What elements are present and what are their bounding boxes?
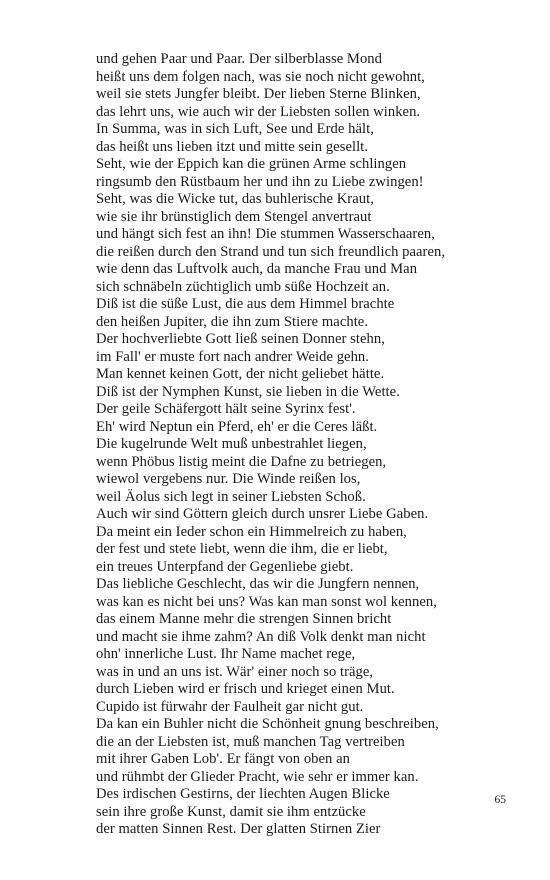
poem-line: wenn Phöbus listig meint die Dafne zu betriegen, [96,453,387,470]
poem-line: Auch wir sind Göttern gleich durch unsrer Liebe Gaben. [96,506,429,522]
poem-line: was in und an uns ist. Wär' einer noch so träge, [96,663,374,680]
poem-line: und gehen Paar und Paar. Der silberblasse Mond [96,51,383,67]
poem-line: Cupido ist fürwahr der Faulheit gar nicht gut. [96,698,364,715]
poem-line: Diß ist die süße Lust, die aus dem Himmel brachte [96,296,395,312]
poem-line: die an der Liebsten ist, muß manchen Tag vertreiben [96,733,405,750]
poem-line: den heißen Jupiter, die ihn zum Stiere machte. [96,313,369,330]
poem-line: das einem Manne mehr die strengen Sinnen bricht [96,611,392,627]
poem-line: mit ihrer Gaben Lob'. Er fängt von oben an [96,751,350,767]
poem-line: weil Äolus sich legt in seiner Liebsten Schoß. [96,488,366,505]
poem-line: durch Lieben wird er frisch und krieget einen Mut. [96,681,395,697]
poem-line: und hängt sich fest an ihn! Die stummen Wasserschaaren, [96,226,435,242]
poem-line: und rühmbt der Glieder Pracht, wie sehr er immer kan. [96,768,419,785]
poem-line: heißt uns dem folgen nach, was sie noch nicht gewohnt, [96,68,425,85]
poem-line: In Summa, was in sich Luft, See und Erde hält, [96,121,374,137]
poem-line: der matten Sinnen Rest. Der glatten Stirnen Zier [96,821,381,837]
poem-line: Das liebliche Geschlecht, das wir die Jungfern nennen, [96,576,420,592]
poem-line: ein treues Unterpfand der Gegenliebe giebt. [96,558,354,575]
poem-line: Der geile Schäfergott hält seine Syrinx fest'. [96,401,356,417]
poem-line: Eh' wird Neptun ein Pferd, eh' er die Ceres läßt. [96,418,378,435]
poem-line: was kan es nicht bei uns? Was kan man sonst wol kennen, [96,593,437,610]
poem-line: Die kugelrunde Welt muß unbestrahlet liegen, [96,436,367,452]
poem-line: im Fall' er muste fort nach andrer Weide gehn. [96,348,369,365]
poem-line: wie denn das Luftvolk auch, da manche Frau und Man [96,261,418,277]
poem-line: sein ihre große Kunst, damit sie ihm entzücke [96,803,366,820]
poem-line: ohn' innerliche Lust. Ihr Name machet rege, [96,646,356,662]
poem-line: das heißt uns lieben itzt und mitte sein gesellt. [96,138,368,155]
poem-line: sich schnäbeln züchtiglich umb süße Hochzeit an. [96,278,390,295]
page-number: 65 [494,794,506,806]
poem-line: Diß ist der Nymphen Kunst, sie lieben in die Wette. [96,383,400,400]
poem-line: Der hochverliebte Gott ließ seinen Donner stehn, [96,331,385,347]
poem-line: wie sie ihr brünstiglich dem Stengel anvertraut [96,208,372,225]
poem-line: Seht, was die Wicke tut, das buhlerische Kraut, [96,191,374,207]
poem-line: Seht, wie der Eppich kan die grünen Arme schlingen [96,156,407,172]
poem-line: Man kennet keinen Gott, der nicht geliebet hätte. [96,366,385,382]
poem-line: das lehrt uns, wie auch wir der Liebsten sollen winken. [96,103,421,120]
poem-line: die reißen durch den Strand und tun sich freundlich paaren, [96,243,446,260]
poem-line: ringsumb den Rüstbaum her und ihn zu Liebe zwingen! [96,173,424,190]
poem-line: der fest und stete liebt, wenn die ihm, die er liebt, [96,541,388,557]
poem-line: Des irdischen Gestirns, der liechten Augen Blicke [96,786,390,802]
poem-line: Da kan ein Buhler nicht die Schönheit gnung beschreiben, [96,716,439,732]
poem-line: weil sie stets Jungfer bleibt. Der lieben Sterne Blinken, [96,86,421,102]
poem-text [96,51,516,839]
poem-line: und macht sie ihme zahm? An diß Volk denkt man nicht [96,628,426,645]
poem-line: Da meint ein Ieder schon ein Himmelreich zu haben, [96,523,407,540]
poem-line: wiewol vergebens nur. Die Winde reißen los, [96,471,361,487]
